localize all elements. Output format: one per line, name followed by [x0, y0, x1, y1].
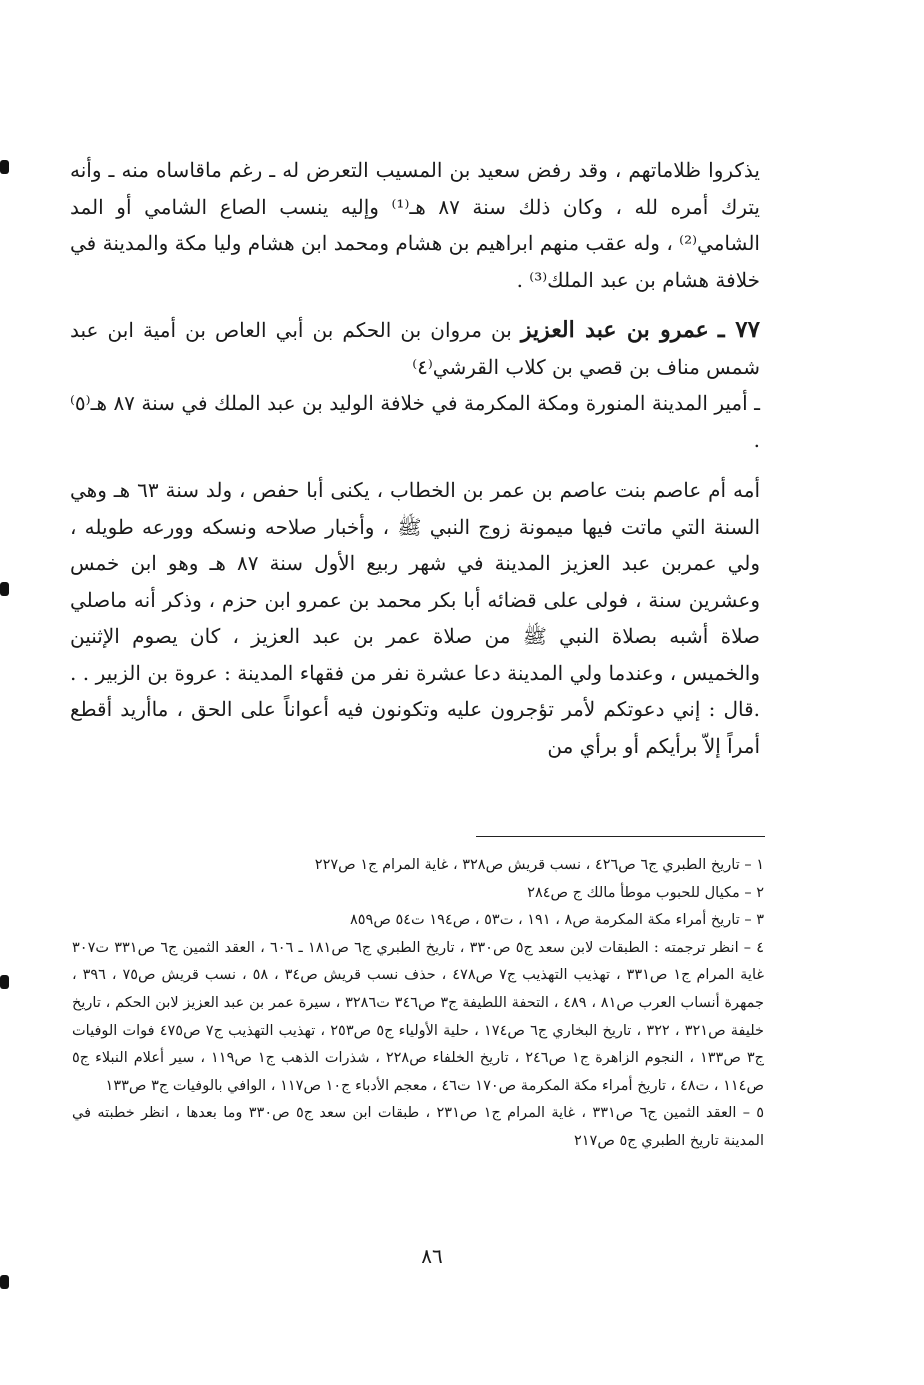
footnotes — [72, 852, 764, 1156]
footnote-3: ٣ – تاريخ أمراء مكة المكرمة ص٨ ، ١٩١ ، ت٥٣ ، ص١٩٤ ت٥٤ ص٨٥٩ — [349, 912, 764, 929]
footnote-5: ٥ – العقد الثمين ج٦ ص٣٣١ ، غاية المرام ج١ ص٢٣١ ، طبقات ابن سعد ج٥ ص٣٣٠ وما بعدها ، انظر خطبته في المدينة تاريخ الطبري ج٥ ص٢١٧ — [72, 1105, 765, 1149]
scan-margin-mark — [0, 1275, 9, 1289]
paragraph-2: ـ أمير المدينة المنورة ومكة المكرمة في خلافة الوليد بن عبد الملك في سنة ٨٧ هـ⁽٥⁾ . — [70, 391, 760, 452]
main-text — [70, 152, 760, 764]
footnote-2: ٢ – مكيال للحبوب موطأ مالك ج ص٢٨٤ — [527, 884, 764, 901]
footnote-1: ١ – تاريخ الطبري ج٦ ص٤٢٦ ، نسب قريش ص٣٢٨ ، غاية المرام ج١ ص٢٢٧ — [314, 857, 764, 873]
scan-margin-mark — [0, 160, 9, 174]
paragraph-1: يذكروا ظلاماتهم ، وقد رفض سعيد بن المسيب التعرض له ـ رغم ماقاساه منه ـ وأنه يترك أمره لله ، وكان ذلك سنة ٨٧ هـ⁽¹⁾ وإليه ينسب الصاع الشامي أو المد الشامي⁽²⁾ ، وله عقب منهم ابراهيم بن هشام ومحمد ابن هشام وليا مكة والمدينة في خلافة هشام بن عبد الملك⁽³⁾ . — [70, 158, 760, 292]
entry-lineage: بن مروان بن الحكم بن أبي العاص بن أمية ابن عبد شمس مناف بن قصي بن كلاب القرشي⁽٤⁾ — [70, 318, 760, 379]
page-number: ٨٦ — [421, 1244, 443, 1268]
entry-77 — [70, 312, 760, 385]
footnote-4: ٤ – انظر ترجمته : الطبقات لابن سعد ج٥ ص٣٣٠ ، تاريخ الطبري ج٦ ص١٨١ ـ ٦٠٦ ، العقد الثمين ج٦ ص٣٣١ ت٣٠٧ غاية المرام ج١ ص٣٣١ ، تهذيب التهذيب ج٧ ص٤٧٨ ، حذف نسب قريش ص٣٤ ، ٥٨ ، نسب قريش ص٧٥ ، ٣٩٦ ، جمهرة أنساب العرب ص٨١ ، ٤٨٩ ، التحفة اللطيفة ج٣ ص٣٤٦ ت٣٢٨٦ ، سيرة عمر بن عبد العزيز لابن الحكم ، تاريخ خليفة ص٣٢١ ، ٣٢٢ ، تاريخ البخاري ج٦ ص١٧٤ ، حلية الأولياء ج٥ ص٢٥٣ ، تهذيب التهذيب ج٧ ص٤٧٥ فوات الوفيات ج٣ ص١٣٣ ، النجوم الزاهرة ج١ ص٢٤٦ ، تاريخ الخلفاء ص٢٢٨ ، شذرات الذهب ج١ ص١١٩ ، سير أعلام النبلاء ج٥ ص١١٤ ، ت٤٨ ، تاريخ أمراء مكة المكرمة ص١٧٠ ت٤٦ ، معجم الأدباء ج١٠ ص١١٧ ، الوافي بالوفيات ج٣ ص١٣٣ — [72, 939, 765, 1094]
paragraph-3: أمه أم عاصم بنت عاصم بن عمر بن الخطاب ، يكنى أبا حفص ، ولد سنة ٦٣ هـ وهي السنة التي ماتت فيها ميمونة زوج النبي ﷺ ، وأخبار صلاحه ونسكه وورعه طويله ، ولي عمربن عبد العزيز المدينة في شهر ربيع الأول سنة ٨٧ هـ وهو ابن خمس وعشرين سنة ، فولى على قضائه أبا بكر محمد بن عمرو ابن حزم ، وذكر أنه ماصلي صلاة أشبه بصلاة النبي ﷺ من صلاة عمر بن عبد العزيز ، كان يصوم الإثنين والخميس ، وعندما ولي المدينة دعا عشرة نفر من فقهاء المدينة : عروة بن الزبير . . .قال : إني دعوتكم لأمر تؤجرون عليه وتكونون فيه أعواناً على الحق ، ماأريد أقطع أمراً إلاّ برأيكم أو برأي من — [70, 478, 761, 758]
footnote-separator — [476, 836, 765, 837]
scan-margin-mark — [0, 975, 9, 989]
entry-name: عمرو بن عبد العزيز — [520, 317, 709, 343]
scan-margin-mark — [0, 582, 9, 596]
entry-number: ٧٧ ـ — [717, 316, 761, 343]
